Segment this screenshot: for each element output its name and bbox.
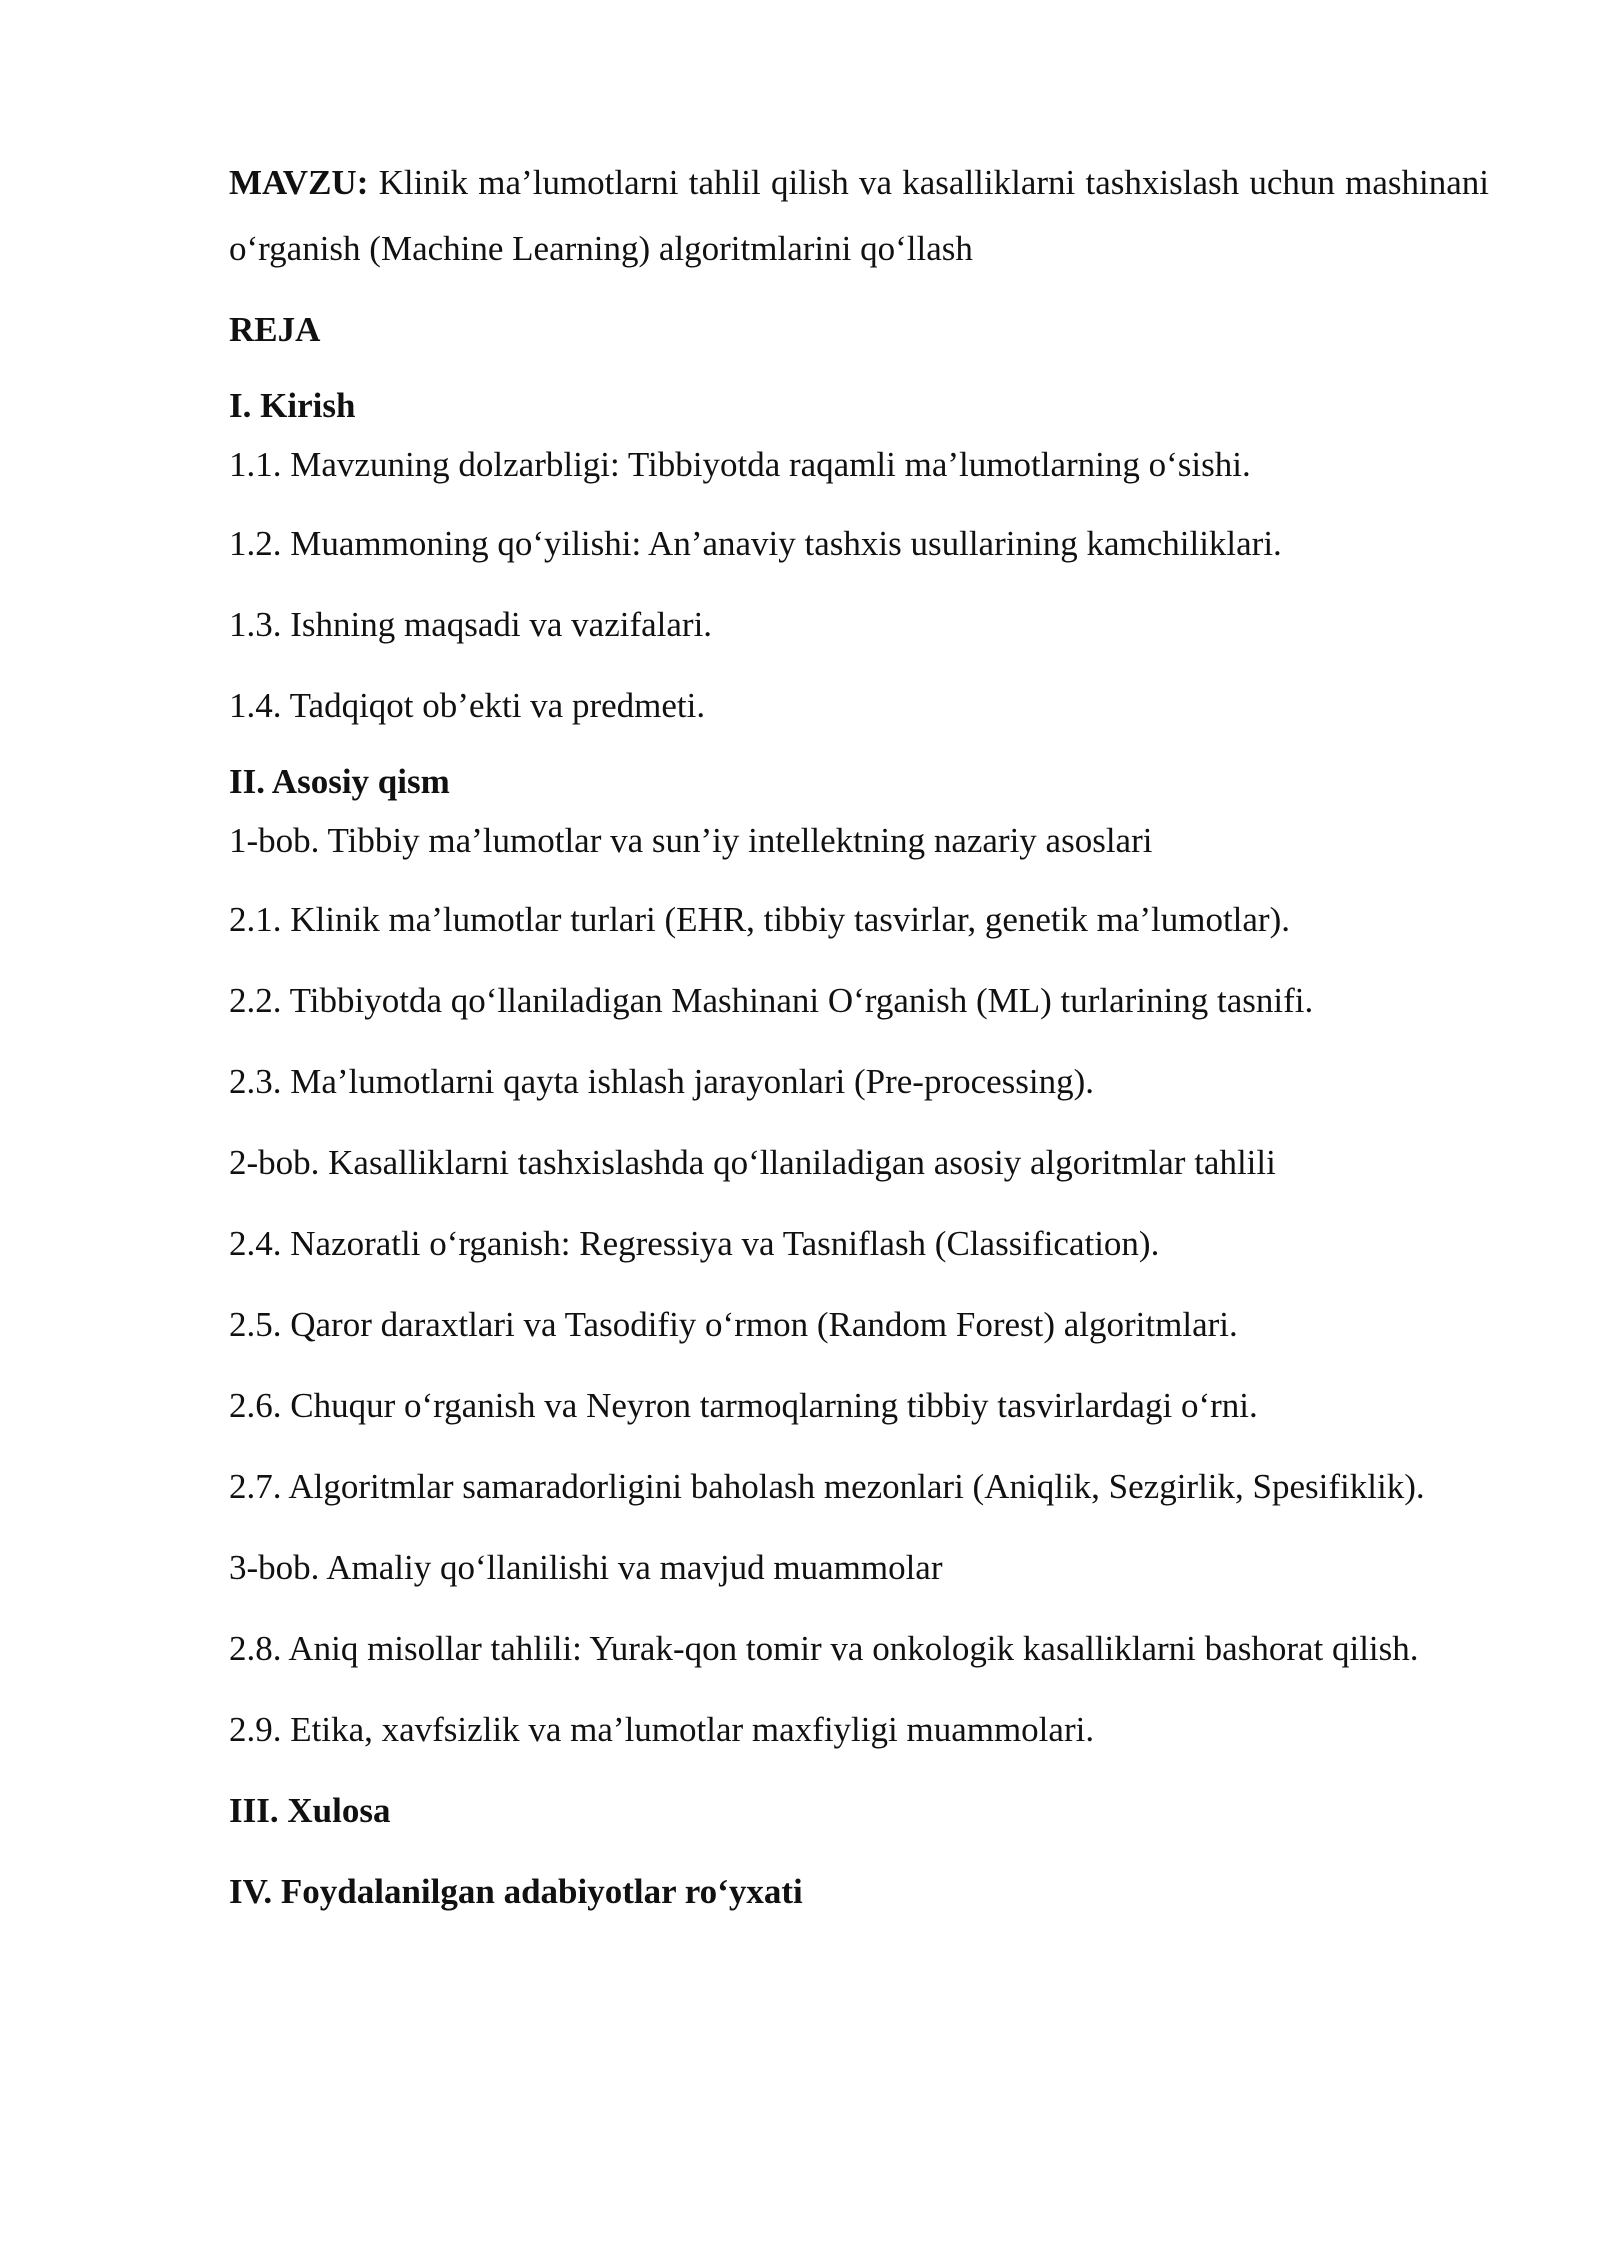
document-title <box>229 150 1489 282</box>
section-heading-main: II. Asosiy qism <box>229 762 450 801</box>
section-heading-references: IV. Foydalanilgan adabiyotlar ro‘yxati <box>229 1872 803 1911</box>
section-heading-conclusion: III. Xulosa <box>229 1791 391 1830</box>
plan-item: 1.2. Muammoning qo‘yilishi: An’anaviy tashxis usullarining kamchiliklari. <box>229 524 1282 563</box>
plan-item: 2.6. Chuqur o‘rganish va Neyron tarmoqlarning tibbiy tasvirlardagi o‘rni. <box>229 1386 1258 1425</box>
plan-item: 2.7. Algoritmlar samaradorligini baholash mezonlari (Aniqlik, Sezgirlik, Spesifiklik). <box>229 1467 1425 1506</box>
plan-item: 1.1. Mavzuning dolzarbligi: Tibbiyotda raqamli ma’lumotlarning o‘sishi. <box>229 445 1251 484</box>
plan-heading: REJA <box>229 310 321 349</box>
plan-item: 2.1. Klinik ma’lumotlar turlari (EHR, tibbiy tasvirlar, genetik ma’lumotlar). <box>229 900 1290 939</box>
plan-item: 2.2. Tibbiyotda qo‘llaniladigan Mashinani O‘rganish (ML) turlarining tasnifi. <box>229 981 1314 1020</box>
plan-item: 2.5. Qaror daraxtlari va Tasodifiy o‘rmon (Random Forest) algoritmlari. <box>229 1305 1238 1344</box>
chapter-heading: 1-bob. Tibbiy ma’lumotlar va sun’iy intellektning nazariy asoslari <box>229 821 1153 860</box>
document-page <box>229 150 1489 1925</box>
chapter-heading: 3-bob. Amaliy qo‘llanilishi va mavjud muammolar <box>229 1548 943 1587</box>
chapter-heading: 2-bob. Kasalliklarni tashxislashda qo‘llaniladigan asosiy algoritmlar tahlili <box>229 1143 1276 1182</box>
section-heading-intro: I. Kirish <box>229 386 356 425</box>
plan-item: 2.9. Etika, xavfsizlik va ma’lumotlar maxfiyligi muammolari. <box>229 1710 1095 1749</box>
plan-item: 1.3. Ishning maqsadi va vazifalari. <box>229 605 713 644</box>
plan-item: 2.8. Aniq misollar tahlili: Yurak-qon tomir va onkologik kasalliklarni bashorat qilish. <box>229 1629 1419 1668</box>
plan-item: 2.3. Ma’lumotlarni qayta ishlash jarayonlari (Pre-processing). <box>229 1062 1095 1101</box>
plan-item: 2.4. Nazoratli o‘rganish: Regressiya va Tasniflash (Classification). <box>229 1224 1160 1263</box>
title-text: Klinik ma’lumotlarni tahlil qilish va kasalliklarni tashxislash uchun mashinani o‘rganish (Machine Learning) algoritmlarini qo‘llash <box>229 163 1490 268</box>
title-label: MAVZU: <box>229 163 369 202</box>
plan-item: 1.4. Tadqiqot ob’ekti va predmeti. <box>229 686 706 725</box>
